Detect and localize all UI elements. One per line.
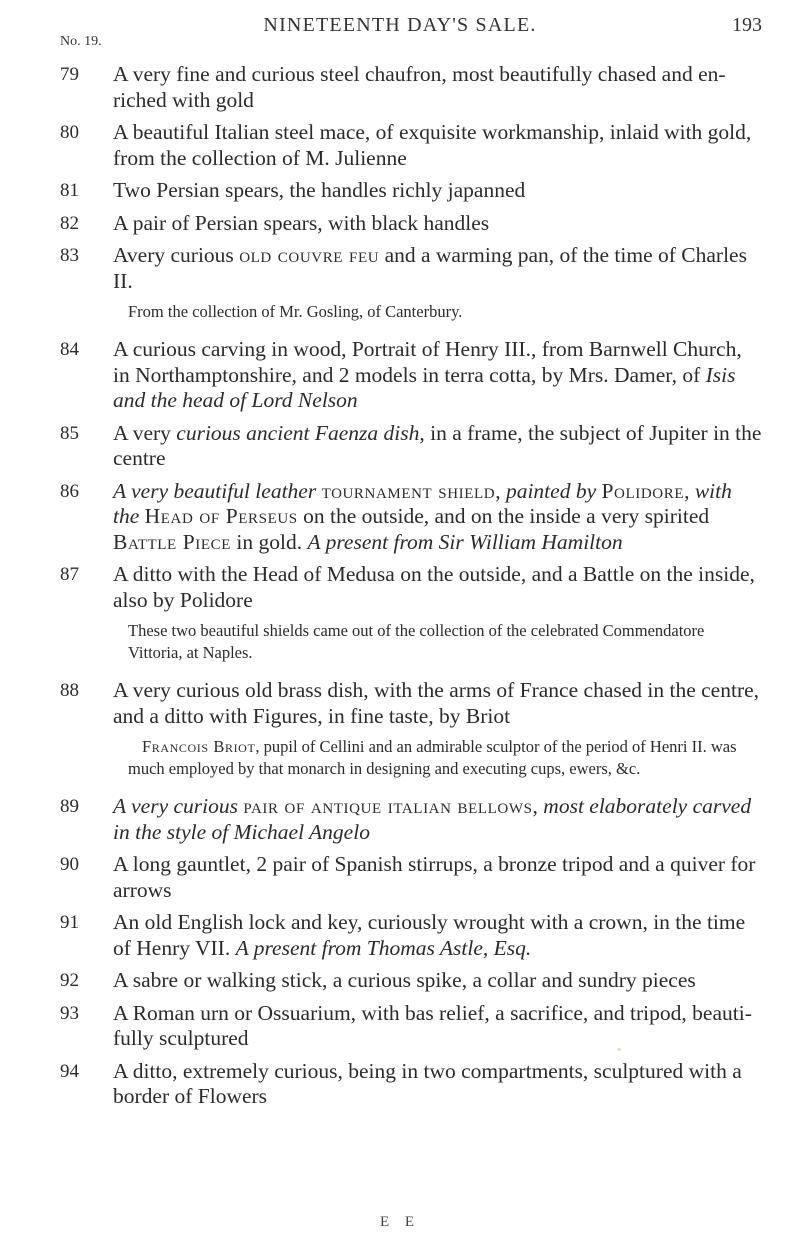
lot-entry [0, 62, 800, 113]
lot-list [0, 62, 800, 1117]
text-run: A pair of Persian spears, with black handles [113, 210, 490, 235]
lot-entry [0, 562, 800, 613]
lot-description [113, 243, 747, 293]
lot-description [113, 479, 732, 554]
lot-description [113, 178, 525, 202]
text-run: painted by [505, 478, 602, 503]
lot-number: 84 [60, 339, 79, 360]
text-run: A very beautiful leather [113, 478, 322, 503]
text-run: old couvre feu [239, 243, 380, 267]
signature-mark: E E [379, 1214, 421, 1230]
lot-number: 83 [60, 245, 79, 266]
text-run: in gold. [231, 529, 308, 554]
lot-description [113, 1001, 752, 1051]
text-run: A very [113, 420, 177, 445]
lot-entry [0, 178, 800, 204]
lot-entry [0, 910, 800, 961]
lot-description [113, 120, 751, 170]
text-run: Polidore [601, 478, 685, 503]
lot-number: 90 [60, 854, 79, 875]
lot-entry [0, 1059, 800, 1110]
text-run: A very fine and curious steel chaufron, most beautifully chased and en-riched with gold [113, 62, 726, 112]
lot-entry [0, 479, 800, 556]
page-number: 193 [732, 14, 762, 36]
lot-entry [0, 794, 800, 845]
text-run: Isis and the head of Lord Nelson [113, 362, 736, 412]
text-run: Battle Piece [113, 529, 232, 554]
lot-description [113, 62, 726, 112]
text-run: curious ancient Faenza dish [176, 420, 420, 445]
lot-entry [0, 337, 800, 414]
lot-description [113, 852, 755, 902]
text-run: pair of antique italian bellows [243, 794, 533, 818]
lot-description [113, 968, 696, 992]
lot-description [113, 794, 751, 844]
text-run: An old English lock and key, curiously wrought with a crown, in the time of Henry VII. [113, 910, 746, 960]
lot-entry [0, 852, 800, 903]
lot-entry [0, 421, 800, 472]
running-title: NINETEENTH DAY'S SALE. [263, 14, 537, 36]
lot-number: 88 [60, 680, 79, 701]
lot-number: 86 [60, 480, 79, 502]
lot-number: 82 [60, 212, 79, 234]
lot-number: 92 [60, 970, 79, 991]
text-run: Two Persian spears, the handles richly japanned [113, 178, 526, 202]
text-run: with the [113, 478, 732, 528]
text-run: A present from Thomas Astle, Esq. [235, 935, 532, 960]
lot-entry [0, 243, 800, 294]
text-run: A long gauntlet, 2 pair of Spanish stirrups, a bronze tripod and a quiver for arrows [113, 852, 756, 902]
provenance-note [0, 736, 800, 780]
lot-number: 94 [60, 1060, 79, 1082]
text-run: A beautiful Italian steel mace, of exquisite workmanship, inlaid with gold, from the collection of M. Julienne [113, 120, 752, 170]
text-run: tournament shield [321, 478, 496, 503]
lot-number: 81 [60, 180, 79, 201]
text-run: A sabre or walking stick, a curious spike, a collar and sundry pieces [113, 968, 696, 992]
lot-description [113, 678, 759, 728]
text-run: most elaborately carved in the style of Michael Angelo [113, 794, 752, 844]
lot-description [113, 1059, 742, 1109]
lot-number: 91 [60, 912, 79, 933]
text-run: A curious carving in wood, Portrait of Henry III., from Barnwell Church, in Northamptonshire, and 2 models in terra cotta, by Mrs. Damer, of [113, 337, 742, 387]
lot-entry [0, 678, 800, 729]
lot-description [113, 421, 761, 471]
lot-number: 89 [60, 796, 79, 817]
lot-number: 80 [60, 122, 79, 143]
text-run: A very curious [113, 794, 244, 818]
sale-number: No. 19. [60, 34, 102, 49]
lot-entry [0, 1001, 800, 1052]
paper-speck [617, 1048, 621, 1051]
text-run: A Roman urn or Ossuarium, with bas relief, a sacrifice, and tripod, beauti-fully sculptured [113, 1000, 752, 1050]
text-run: Avery curious [113, 243, 240, 267]
text-run: , [684, 478, 695, 503]
text-run: A present from Sir William Hamilton [307, 529, 623, 554]
text-run: A ditto, extremely curious, being in two compartments, sculptured with a border of Flowers [113, 1058, 742, 1108]
text-run: , [495, 478, 506, 503]
text-run: , pupil of Cellini and an admirable sculptor of the period of Henri II. was much employed by that monarch in designing and executing cups, ewers, &c. [128, 737, 737, 778]
lot-number: 87 [60, 564, 79, 585]
lot-description [113, 910, 745, 960]
provenance-note: These two beautiful shields came out of the collection of the celebrated Commendatore Vittoria, at Naples. [128, 621, 705, 662]
lot-entry [0, 968, 800, 994]
page-header [0, 14, 800, 49]
lot-entry [0, 120, 800, 171]
lot-description [113, 337, 742, 412]
lot-description [113, 562, 755, 612]
text-run: and a warming pan, of the time of Charles II. [113, 243, 747, 293]
text-run: Francois Briot [142, 737, 256, 756]
lot-number: 93 [60, 1002, 79, 1024]
provenance-note: From the collection of Mr. Gosling, of Canterbury. [128, 302, 463, 321]
lot-entry [0, 211, 800, 237]
lot-number: 85 [60, 422, 79, 444]
text-run: Head of Perseus [144, 504, 298, 528]
text-run: on the outside, and on the inside a very spirited [297, 504, 710, 528]
lot-number: 79 [60, 64, 79, 85]
text-run: , in a frame, the subject of Jupiter in the centre [113, 420, 762, 470]
text-run: , [532, 794, 544, 818]
text-run: A very curious old brass dish, with the arms of France chased in the centre, and a ditto with Figures, in fine taste, by Briot [113, 678, 760, 728]
text-run: A ditto with the Head of Medusa on the outside, and a Battle on the inside, also by Polidore [113, 562, 755, 612]
lot-description [113, 211, 489, 235]
